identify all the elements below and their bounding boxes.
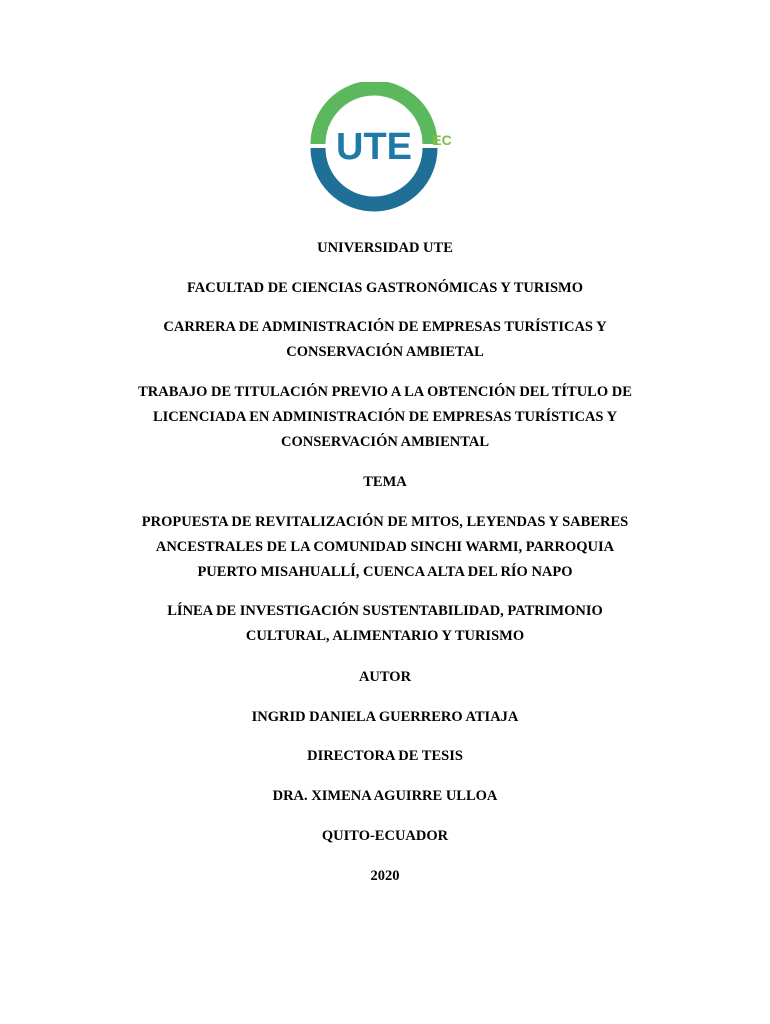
degree-statement: [80, 380, 690, 455]
year: 2020: [370, 868, 400, 884]
faculty-name: FACULTAD DE CIENCIAS GASTRONÓMICAS Y TURISMO: [187, 280, 583, 296]
topic-line: PUERTO MISAHUALLÍ, CUENCA ALTA DEL RÍO NAPO: [197, 564, 573, 580]
research-line: [80, 599, 690, 649]
university-name: UNIVERSIDAD UTE: [317, 240, 453, 256]
topic-line: ANCESTRALES DE LA COMUNIDAD SINCHI WARMI, PARROQUIA: [155, 539, 615, 555]
author-name: INGRID DANIELA GUERRERO ATIAJA: [251, 709, 519, 725]
career-line: CARRERA DE ADMINISTRACIÓN DE EMPRESAS TURÍSTICAS Y: [163, 319, 607, 335]
degree-line: LICENCIADA EN ADMINISTRACIÓN DE EMPRESAS TURÍSTICAS Y: [152, 409, 618, 425]
ute-logo-mark: [302, 82, 472, 212]
topic-title: [80, 510, 690, 585]
ute-logo: [302, 82, 472, 212]
career-line: CONSERVACIÓN AMBIETAL: [286, 344, 484, 360]
degree-line: CONSERVACIÓN AMBIENTAL: [280, 434, 490, 450]
place: QUITO-ECUADOR: [321, 828, 449, 844]
author-label: AUTOR: [358, 669, 412, 685]
topic-line: PROPUESTA DE REVITALIZACIÓN DE MITOS, LEYENDAS Y SABERES: [141, 514, 629, 530]
research-line-text: CULTURAL, ALIMENTARIO Y TURISMO: [245, 628, 525, 644]
director-label: DIRECTORA DE TESIS: [307, 748, 463, 764]
logo-text: UTE: [336, 126, 412, 168]
career-name: [80, 315, 690, 365]
director-name: DRA. XIMENA AGUIRRE ULLOA: [272, 788, 498, 804]
topic-label: TEMA: [363, 474, 407, 490]
degree-line: TRABAJO DE TITULACIÓN PREVIO A LA OBTENCIÓN DEL TÍTULO DE: [138, 384, 632, 400]
research-line-text: LÍNEA DE INVESTIGACIÓN SUSTENTABILIDAD, PATRIMONIO: [167, 603, 603, 619]
logo-suffix: EC: [432, 132, 452, 148]
